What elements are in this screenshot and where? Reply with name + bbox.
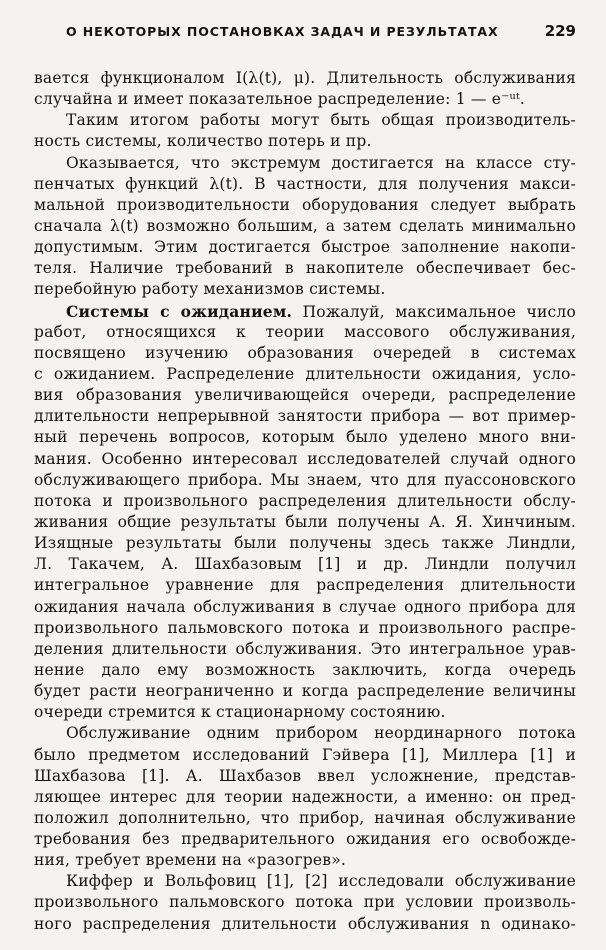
text-line [34, 597, 576, 618]
line-text: Оказывается, что экстремум достигается на классе сту- [66, 153, 576, 172]
line-text: вается функционалом I(λ(t), μ). Длительность обслуживания [34, 69, 576, 87]
text-line [34, 850, 576, 871]
line-text: ожидания начала обслуживания в случае одного прибора для [34, 597, 576, 616]
text-line [34, 427, 576, 448]
line-text: Таким итогом работы могут быть общая производитель- [66, 111, 576, 130]
line-text: Киффер и Вольфовиц [1], [2] исследовали обслуживание [66, 872, 576, 891]
paragraph [34, 110, 576, 152]
line-text: перебойную работу механизмов системы. [34, 280, 386, 299]
line-text: теля. Наличие требований в накопителе обеспечивает бес- [34, 259, 576, 278]
page-header [66, 22, 576, 46]
line-text: Обслуживание одним прибором неординарного потока [66, 724, 576, 743]
line-text: интегральное уравнение для распределения длительности [34, 576, 576, 595]
text-line [34, 871, 576, 892]
section-run-in-heading: Системы с ожиданием. [66, 301, 293, 321]
text-line [34, 322, 576, 343]
line-text: ляющее интерес для теории надежности, а именно: он пред- [34, 787, 576, 806]
body-text [34, 68, 576, 935]
text-line [34, 512, 576, 533]
line-text: произвольного пальмовского потока и произвольного распре- [34, 618, 576, 637]
line-text: случайна и имеет показательное распределение: 1 — e⁻ᵘᵗ. [34, 90, 526, 109]
text-line [34, 364, 576, 385]
paragraph [34, 153, 576, 301]
line-text: нение дало ему возможность заключить, когда очередь [34, 660, 576, 679]
text-line [34, 829, 576, 850]
line-text: посвящено изучению образования очередей в системах [34, 343, 576, 362]
text-line [34, 301, 576, 322]
text-line [34, 216, 576, 237]
text-line [34, 195, 576, 216]
text-line [34, 702, 576, 723]
text-line [34, 385, 576, 406]
line-text: очереди стремится к стационарному состоянию. [34, 703, 446, 722]
line-text: допустимым. Этим достигается быстрое заполнение накопи- [34, 238, 576, 257]
text-line [34, 343, 576, 364]
text-line [34, 660, 576, 681]
line-text: Л. Такачем, А. Шахбазовым [1] и др. Линдли получил [34, 555, 576, 574]
text-line [34, 766, 576, 787]
text-line [34, 639, 576, 660]
text-line [34, 575, 576, 596]
line-text: вия образования увеличивающейся очереди, распределение [34, 386, 576, 405]
text-line [34, 406, 576, 427]
text-line [34, 449, 576, 470]
text-line [34, 533, 576, 554]
line-text: обслуживающего прибора. Мы знаем, что для пуассоновского [34, 470, 576, 489]
line-text: положил дополнительно, что прибор, начиная обслуживание [34, 808, 576, 827]
text-line [34, 174, 576, 195]
text-line [34, 279, 576, 300]
line-text: мания. Особенно интересовал исследователей случай одного [34, 449, 576, 468]
text-line [34, 892, 576, 913]
text-line [34, 89, 576, 110]
line-text: Шахбазова [1]. А. Шахбазов ввел усложнение, представ- [34, 766, 576, 785]
text-line [34, 237, 576, 258]
text-line [34, 131, 576, 152]
line-text: будет расти неограниченно и когда распределение величины [34, 682, 576, 701]
text-line [34, 618, 576, 639]
line-text: работ, относящихся к теории массового обслуживания, [34, 322, 576, 341]
text-line [34, 787, 576, 808]
text-line [34, 723, 576, 744]
line-text: мальной производительности оборудования следует выбрать [34, 195, 576, 214]
line-text: пенчатых функций λ(t). В частности, для получения макси- [34, 174, 576, 193]
text-line [34, 808, 576, 829]
line-text: произвольного пальмовского потока при условии произволь- [34, 893, 576, 912]
line-text: живания общие результаты были получены А. Я. Хинчиным. [34, 512, 576, 531]
line-text: Изящные результаты были получены здесь также Линдли, [34, 534, 576, 553]
paragraph [34, 301, 576, 724]
paragraph [34, 723, 576, 871]
text-line [34, 470, 576, 491]
paragraph [34, 68, 576, 110]
running-title: О НЕКОТОРЫХ ПОСТАНОВКАХ ЗАДАЧ И РЕЗУЛЬТАТАХ [66, 24, 499, 39]
text-line [34, 153, 576, 174]
page-number: 229 [544, 22, 576, 40]
line-text: ного распределения длительности обслуживания n одинако- [34, 914, 576, 933]
line-text: деления длительности обслуживания. Это интегральное урав- [34, 639, 576, 658]
text-line [34, 110, 576, 131]
line-text: было предметом исследований Гэйвера [1], Миллера [1] и [34, 745, 576, 764]
line-text: ность системы, количество потерь и пр. [34, 132, 372, 151]
line-text: с ожиданием. Распределение длительности ожидания, усло- [34, 364, 576, 383]
text-line [34, 258, 576, 279]
text-line [34, 68, 576, 89]
line-text: ный перечень вопросов, которым было уделено много вни- [34, 428, 576, 447]
paragraph [34, 871, 576, 934]
line-text: Пожалуй, максимальное число [292, 302, 576, 321]
line-text: ния, требует времени на «разогрев». [34, 851, 347, 870]
text-line [34, 914, 576, 935]
line-text: требования без предварительного ожидания его освобожде- [34, 830, 576, 849]
line-text: длительности непрерывной занятости прибора — вот пример- [34, 407, 576, 426]
line-text: потока и произвольного распределения длительности обслу- [34, 491, 576, 510]
text-line [34, 681, 576, 702]
text-line [34, 491, 576, 512]
text-line [34, 554, 576, 575]
line-text: сначала λ(t) возможно большим, а затем сделать минимально [34, 216, 576, 235]
text-line [34, 745, 576, 766]
